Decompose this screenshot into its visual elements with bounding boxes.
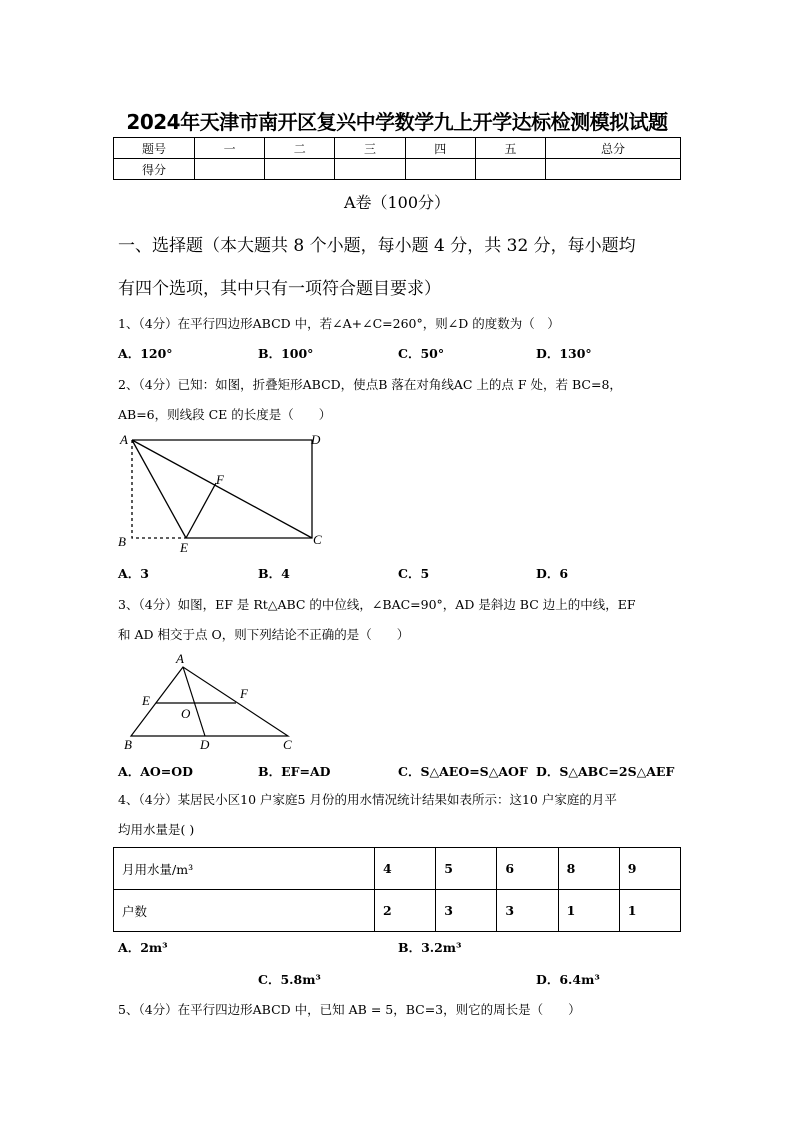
question-2-text: AB=6，则线段 CE 的长度是（ ） xyxy=(118,407,332,422)
question-1-text: 1、（4分）在平行四边形ABCD 中，若∠A+∠C=260°，则∠D 的度数为（ ） xyxy=(118,316,560,331)
option-c: C．S△AEO=S△AOF xyxy=(398,764,528,779)
option-c: C．5 xyxy=(398,566,430,581)
table-cell: 1 xyxy=(558,890,619,932)
table-cell: 6 xyxy=(497,848,558,890)
score-cell xyxy=(546,159,681,180)
option-b: B．4 xyxy=(258,566,290,581)
option-a: A．2m³ xyxy=(118,940,168,955)
question-4-text: 4、（4分）某居民小区10 户家庭5 月份的用水情况统计结果如表所示：这10 户家庭的月平 xyxy=(118,792,617,807)
option-a: A．120° xyxy=(118,346,173,361)
table-header-cell: 四 xyxy=(405,138,475,159)
option-c: C．5.8m³ xyxy=(258,972,321,987)
table-header-cell: 二 xyxy=(265,138,335,159)
page-title: 2024年天津市南开区复兴中学数学九上开学达标检测模拟试题 xyxy=(126,110,668,134)
question-2-text: 2、（4分）已知：如图，折叠矩形ABCD，使点B 落在对角线AC 上的点 F 处，若 BC=8， xyxy=(118,377,622,392)
question-4-text: 均用水量是( ) xyxy=(118,822,195,837)
score-cell xyxy=(265,159,335,180)
option-c: C．50° xyxy=(398,346,445,361)
table-cell: 1 xyxy=(619,890,680,932)
point-label: D xyxy=(200,737,210,752)
point-label: C xyxy=(313,532,322,547)
section-heading: 有四个选项，其中只有一项符合题目要求） xyxy=(118,279,441,299)
option-b: B．3.2m³ xyxy=(398,940,462,955)
option-a: A．AO=OD xyxy=(118,764,193,779)
point-label: D xyxy=(311,432,321,447)
section-heading: 一、选择题（本大题共 8 个小题，每小题 4 分，共 32 分，每小题均 xyxy=(118,236,636,256)
table-cell: 3 xyxy=(497,890,558,932)
table-header-cell: 三 xyxy=(335,138,405,159)
option-d: D．6.4m³ xyxy=(536,972,600,987)
option-d: D．6 xyxy=(536,566,569,581)
point-label: F xyxy=(240,686,248,701)
table-cell: 3 xyxy=(436,890,497,932)
table-row xyxy=(114,890,681,932)
rectangle-fold-figure xyxy=(112,428,342,558)
point-label: B xyxy=(118,534,126,549)
point-label: E xyxy=(142,693,150,708)
table-header-cell: 五 xyxy=(475,138,545,159)
table-cell: 5 xyxy=(436,848,497,890)
score-cell xyxy=(405,159,475,180)
point-label: O xyxy=(181,706,191,721)
point-label: F xyxy=(216,472,224,487)
option-b: B．EF=AD xyxy=(258,764,331,779)
score-cell xyxy=(335,159,405,180)
table-cell: 9 xyxy=(619,848,680,890)
table-header-cell: 一 xyxy=(195,138,265,159)
table-row xyxy=(114,159,681,180)
table-row xyxy=(114,138,681,159)
option-b: B．100° xyxy=(258,346,314,361)
point-label: E xyxy=(180,540,188,555)
point-label: A xyxy=(120,432,128,447)
triangle-figure xyxy=(115,650,325,755)
table-row xyxy=(114,848,681,890)
option-d: D．S△ABC=2S△AEF xyxy=(536,764,675,779)
score-table xyxy=(113,137,681,180)
table-row-label: 得分 xyxy=(114,159,195,180)
table-header-cell: 户数 xyxy=(114,890,375,932)
point-label: A xyxy=(176,651,184,666)
table-header-cell: 月用水量/m³ xyxy=(114,848,375,890)
question-3-text: 和 AD 相交于点 O，则下列结论不正确的是（ ） xyxy=(118,627,410,642)
point-label: C xyxy=(283,737,292,752)
table-header-cell: 总分 xyxy=(546,138,681,159)
volume-heading: A卷（100分） xyxy=(343,193,451,212)
option-a: A．3 xyxy=(118,566,149,581)
table-cell: 8 xyxy=(558,848,619,890)
water-usage-table xyxy=(113,847,681,932)
score-cell xyxy=(475,159,545,180)
table-cell: 4 xyxy=(375,848,436,890)
score-cell xyxy=(195,159,265,180)
question-5-text: 5、（4分）在平行四边形ABCD 中，已知 AB = 5，BC=3，则它的周长是（ ） xyxy=(118,1002,581,1017)
table-cell: 2 xyxy=(375,890,436,932)
question-3-text: 3、（4分）如图，EF 是 Rt△ABC 的中位线，∠BAC=90°，AD 是斜边 BC 边上的中线，EF xyxy=(118,597,636,612)
table-header-cell: 题号 xyxy=(114,138,195,159)
point-label: B xyxy=(124,737,132,752)
option-d: D．130° xyxy=(536,346,592,361)
